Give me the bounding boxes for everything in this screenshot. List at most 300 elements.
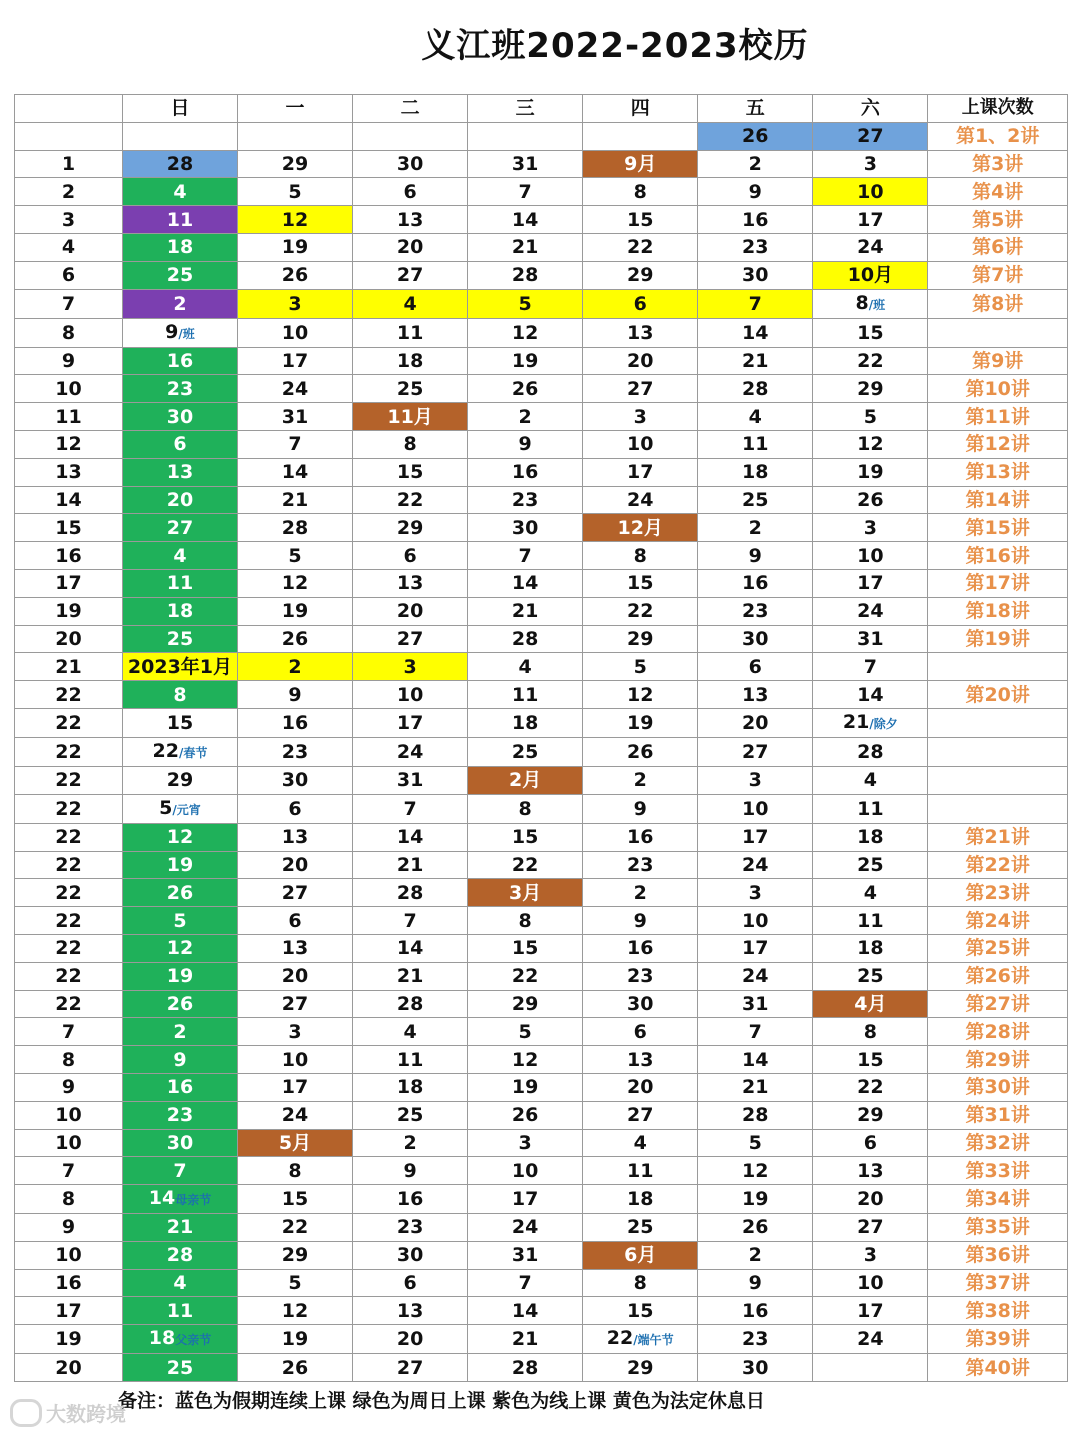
day-cell-wed [468,430,583,458]
day-value: 12 [281,1299,309,1322]
day-value: 3月 [509,881,542,904]
day-value: 3 [863,516,877,539]
day-cell-sun [122,1018,237,1046]
day-cell-wed [468,403,583,431]
calendar-row [15,653,1068,681]
day-cell-wed [468,794,583,823]
calendar-row [15,1185,1068,1214]
day-value: 13 [857,1159,884,1182]
day-value: 15 [857,321,884,344]
day-value: 24 [281,377,309,400]
day-value: 19 [281,1328,309,1351]
day-cell-thu [583,514,698,542]
day-cell-mon [238,375,353,403]
day-value: 13 [396,1299,424,1322]
day-cell-mon [238,1101,353,1129]
day-value: 13 [396,572,424,595]
day-value: 21 [396,965,424,988]
week-number [15,122,123,150]
day-cell-thu [583,851,698,879]
day-value: 18 [396,349,424,372]
week-number: 4 [15,233,123,261]
day-value: 8 [633,1272,647,1295]
day-cell-tue [353,1354,468,1382]
day-cell-fri [698,318,813,347]
day-value: 25 [511,740,539,763]
day-value: 30 [396,1244,424,1267]
day-cell-mon [238,233,353,261]
day-value: 27 [626,1104,654,1127]
calendar-row [15,1046,1068,1074]
day-cell-sun [122,347,237,375]
day-value: 18 [626,1188,654,1211]
day-value: 9 [748,1272,762,1295]
day-cell-mon [238,206,353,234]
day-value: 12 [166,937,194,960]
day-cell-sat [813,1018,928,1046]
day-cell-wed [468,1214,583,1242]
calendar-row [15,879,1068,907]
day-value: 4 [173,180,187,203]
lecture-count: 第32讲 [928,1129,1068,1157]
day-value: 27 [626,377,654,400]
day-cell-thu [583,934,698,962]
day-value: 15 [396,461,424,484]
day-value: 15 [511,826,539,849]
day-cell-sat [813,233,928,261]
day-cell-fri [698,1073,813,1101]
day-cell-thu [583,375,698,403]
calendar-row [15,1354,1068,1382]
day-value: 17 [857,1299,884,1322]
day-cell-wed [468,261,583,289]
lecture-count: 第29讲 [928,1046,1068,1074]
week-number: 22 [15,766,123,794]
day-value: 13 [281,826,309,849]
day-cell-sun [122,289,237,318]
day-value: 28 [857,740,884,763]
day-value: 2 [633,881,647,904]
calendar-row [15,1101,1068,1129]
day-value: 19 [626,711,654,734]
week-number: 7 [15,1157,123,1185]
day-cell-fri [698,766,813,794]
day-value: 12 [166,826,194,849]
watermark [10,1398,126,1427]
day-cell-wed [468,289,583,318]
lecture-count: 第40讲 [928,1354,1068,1382]
day-cell-sun [122,766,237,794]
lecture-count: 第16讲 [928,542,1068,570]
day-value: 16 [742,208,769,231]
day-cell-sat [813,430,928,458]
day-value: 14 [148,1187,176,1210]
day-value: 25 [742,488,769,511]
day-value: 28 [742,1104,769,1127]
day-cell-thu [583,1018,698,1046]
day-value: 17 [511,1188,539,1211]
day-value: 16 [626,826,654,849]
day-value: 21 [396,853,424,876]
day-value: 10 [281,1048,309,1071]
day-cell-sun [122,1325,237,1354]
day-cell-mon [238,990,353,1018]
day-cell-sun [122,1354,237,1382]
day-cell-mon [238,934,353,962]
day-cell-sun [122,681,237,709]
day-value: 15 [626,1299,654,1322]
day-cell-thu [583,879,698,907]
day-cell-fri [698,1018,813,1046]
day-cell-tue [353,178,468,206]
lecture-count: 第31讲 [928,1101,1068,1129]
day-cell-sat [813,347,928,375]
week-number: 15 [15,514,123,542]
day-cell-sun [122,514,237,542]
day-cell-mon [238,150,353,178]
calendar-row [15,1157,1068,1185]
day-value: 25 [626,1216,654,1239]
lecture-count: 第13讲 [928,458,1068,486]
day-value: 11 [396,1048,424,1071]
week-number: 11 [15,403,123,431]
day-value: 27 [396,627,424,650]
day-value: 27 [742,740,769,763]
day-cell-wed [468,962,583,990]
week-number: 8 [15,1046,123,1074]
day-cell-thu [583,150,698,178]
day-cell-sat [813,1046,928,1074]
day-cell-wed [468,1325,583,1354]
day-value: 19 [511,1076,539,1099]
day-value: 24 [857,236,884,259]
day-cell-fri [698,150,813,178]
day-value: 2 [173,292,187,315]
calendar-row [15,1018,1068,1046]
header-tue: 二 [353,95,468,123]
day-value: 11 [166,572,194,595]
day-value: 6 [173,433,187,456]
day-cell-tue [353,1101,468,1129]
day-cell-mon [238,122,353,150]
lecture-count: 第15讲 [928,514,1068,542]
day-value: 5 [518,292,532,315]
day-value: 2 [173,1020,187,1043]
day-value: 13 [626,1048,654,1071]
lecture-count: 第9讲 [928,347,1068,375]
day-value: 21 [742,1076,769,1099]
week-number: 7 [15,289,123,318]
day-cell-mon [238,907,353,935]
day-value: 13 [626,321,654,344]
day-cell-thu [583,962,698,990]
day-cell-wed [468,681,583,709]
day-cell-fri [698,1325,813,1354]
day-cell-mon [238,403,353,431]
day-cell-tue [353,625,468,653]
day-cell-sun [122,569,237,597]
day-cell-mon [238,681,353,709]
day-cell-sat [813,150,928,178]
day-value: 4 [633,1131,647,1154]
day-cell-thu [583,430,698,458]
week-number: 13 [15,458,123,486]
week-number: 19 [15,1325,123,1354]
day-value: 27 [166,516,194,539]
day-cell-tue [353,1129,468,1157]
day-value: 7 [403,909,417,932]
day-cell-mon [238,1325,353,1354]
day-cell-sun [122,1241,237,1269]
day-cell-wed [468,1297,583,1325]
calendar-row [15,430,1068,458]
day-cell-sat [813,1269,928,1297]
day-cell-fri [698,122,813,150]
day-value: 11 [626,1159,654,1182]
day-cell-sat [813,1157,928,1185]
week-number: 22 [15,823,123,851]
day-cell-tue [353,150,468,178]
day-value: 27 [857,125,884,148]
day-cell-mon [238,318,353,347]
day-value: 22 [281,1216,309,1239]
day-value: 8 [518,797,532,820]
day-value: 12 [742,1159,769,1182]
lecture-count: 第11讲 [928,403,1068,431]
lecture-count: 第38讲 [928,1297,1068,1325]
calendar-header-row [15,95,1068,123]
day-cell-mon [238,1354,353,1382]
day-value: 30 [511,516,539,539]
day-cell-sat [813,1354,928,1382]
day-value: 2 [633,769,647,792]
week-number: 9 [15,1073,123,1101]
day-cell-wed [468,1101,583,1129]
day-value: 5 [518,1020,532,1043]
day-cell-sat [813,934,928,962]
day-value: 16 [281,711,309,734]
week-number: 10 [15,1101,123,1129]
day-cell-sun [122,261,237,289]
day-value: 3 [748,769,762,792]
day-value: 11 [511,683,539,706]
day-cell-thu [583,625,698,653]
day-cell-sun [122,178,237,206]
day-cell-sat [813,375,928,403]
lecture-count: 第22讲 [928,851,1068,879]
day-cell-thu [583,1269,698,1297]
day-cell-tue [353,514,468,542]
day-value: 5 [288,544,302,567]
day-cell-wed [468,375,583,403]
lecture-count [928,766,1068,794]
day-value: 10 [857,1272,884,1295]
day-cell-sun [122,879,237,907]
day-cell-sun [122,851,237,879]
day-value: 7 [403,797,417,820]
lecture-count: 第21讲 [928,823,1068,851]
day-value: 23 [166,377,194,400]
day-cell-thu [583,569,698,597]
day-value: 17 [857,208,884,231]
day-cell-fri [698,737,813,766]
day-value: 29 [857,377,884,400]
calendar-row [15,794,1068,823]
day-cell-fri [698,597,813,625]
day-cell-mon [238,289,353,318]
day-value: 9 [633,909,647,932]
day-value: 27 [396,1356,424,1379]
day-cell-mon [238,514,353,542]
day-value: 14 [511,208,539,231]
day-cell-wed [468,1018,583,1046]
day-value: 2月 [509,769,542,792]
day-cell-mon [238,1269,353,1297]
day-value: 3 [863,1244,877,1267]
day-cell-wed [468,318,583,347]
week-number: 17 [15,569,123,597]
day-value: 15 [281,1188,309,1211]
day-cell-sat [813,879,928,907]
calendar-row [15,1129,1068,1157]
day-value: 26 [281,264,309,287]
calendar-row [15,990,1068,1018]
day-value: 22 [152,739,179,762]
day-value: 10 [742,909,769,932]
day-cell-tue [353,233,468,261]
day-cell-sat [813,962,928,990]
calendar-row [15,1214,1068,1242]
day-value: 15 [857,1048,884,1071]
day-cell-thu [583,1214,698,1242]
day-value: 27 [281,881,309,904]
day-cell-sat [813,851,928,879]
day-value: 16 [742,572,769,595]
day-value: 25 [857,965,884,988]
day-value: 14 [281,461,309,484]
day-cell-tue [353,1269,468,1297]
day-value: 11 [857,797,884,820]
day-cell-tue [353,766,468,794]
day-value: 6 [633,1020,647,1043]
week-number: 21 [15,653,123,681]
day-value: 29 [857,1104,884,1127]
day-value: 4 [518,655,532,678]
day-value: 6 [288,797,302,820]
day-cell-thu [583,1157,698,1185]
day-cell-fri [698,1101,813,1129]
day-cell-wed [468,1354,583,1382]
day-cell-tue [353,318,468,347]
day-cell-thu [583,1073,698,1101]
header-week [15,95,123,123]
day-cell-mon [238,1157,353,1185]
day-cell-mon [238,430,353,458]
day-value: 29 [511,992,539,1015]
day-value: 24 [396,740,424,763]
week-number: 6 [15,261,123,289]
day-cell-sat [813,261,928,289]
day-value: 27 [396,264,424,287]
day-value: 9 [748,180,762,203]
day-cell-fri [698,458,813,486]
day-value: 15 [626,208,654,231]
day-cell-thu [583,907,698,935]
day-value: 7 [863,655,877,678]
calendar-row [15,1269,1068,1297]
day-cell-sat [813,1073,928,1101]
day-value: 4 [748,405,762,428]
day-value: 7 [518,1272,532,1295]
day-cell-fri [698,289,813,318]
day-value: 11 [857,909,884,932]
day-note: /除夕 [869,716,898,731]
day-value: 6月 [624,1244,657,1267]
day-value: 6 [403,180,417,203]
page-title-text: 义江班2022-2023校历 [421,26,809,66]
day-cell-fri [698,347,813,375]
day-cell-sat [813,1129,928,1157]
day-cell-sat [813,178,928,206]
day-cell-wed [468,569,583,597]
day-value: 22 [396,488,424,511]
day-cell-thu [583,1129,698,1157]
lecture-count: 第17讲 [928,569,1068,597]
lecture-count: 第35讲 [928,1214,1068,1242]
day-value: 28 [742,377,769,400]
calendar-row [15,681,1068,709]
day-cell-thu [583,653,698,681]
day-value: 3 [518,1131,532,1154]
day-value: 6 [863,1131,877,1154]
day-cell-thu [583,794,698,823]
header-mon: 一 [238,95,353,123]
day-value: 13 [742,683,769,706]
day-cell-tue [353,1241,468,1269]
day-cell-sun [122,597,237,625]
day-value: 11 [166,208,194,231]
calendar-row [15,766,1068,794]
day-value: 5 [173,909,187,932]
day-value: 12 [857,433,884,456]
watermark-logo-icon [10,1399,42,1427]
day-value: 20 [626,1076,654,1099]
day-cell-wed [468,597,583,625]
day-cell-sat [813,681,928,709]
lecture-count [928,708,1068,737]
day-value: 24 [626,488,654,511]
day-value: 26 [166,881,194,904]
day-cell-mon [238,1214,353,1242]
calendar-row [15,178,1068,206]
lecture-count: 第20讲 [928,681,1068,709]
day-value: 18 [857,826,884,849]
header-fri: 五 [698,95,813,123]
lecture-count: 第36讲 [928,1241,1068,1269]
day-cell-fri [698,1354,813,1382]
day-value: 2 [403,1131,417,1154]
day-value: 22 [606,1327,634,1350]
day-cell-fri [698,653,813,681]
day-value: 19 [166,965,194,988]
day-value: 26 [742,1216,769,1239]
day-value: 26 [281,1356,309,1379]
day-cell-thu [583,597,698,625]
day-cell-sat [813,206,928,234]
day-value: 12 [626,683,654,706]
day-cell-wed [468,514,583,542]
calendar-row [15,514,1068,542]
